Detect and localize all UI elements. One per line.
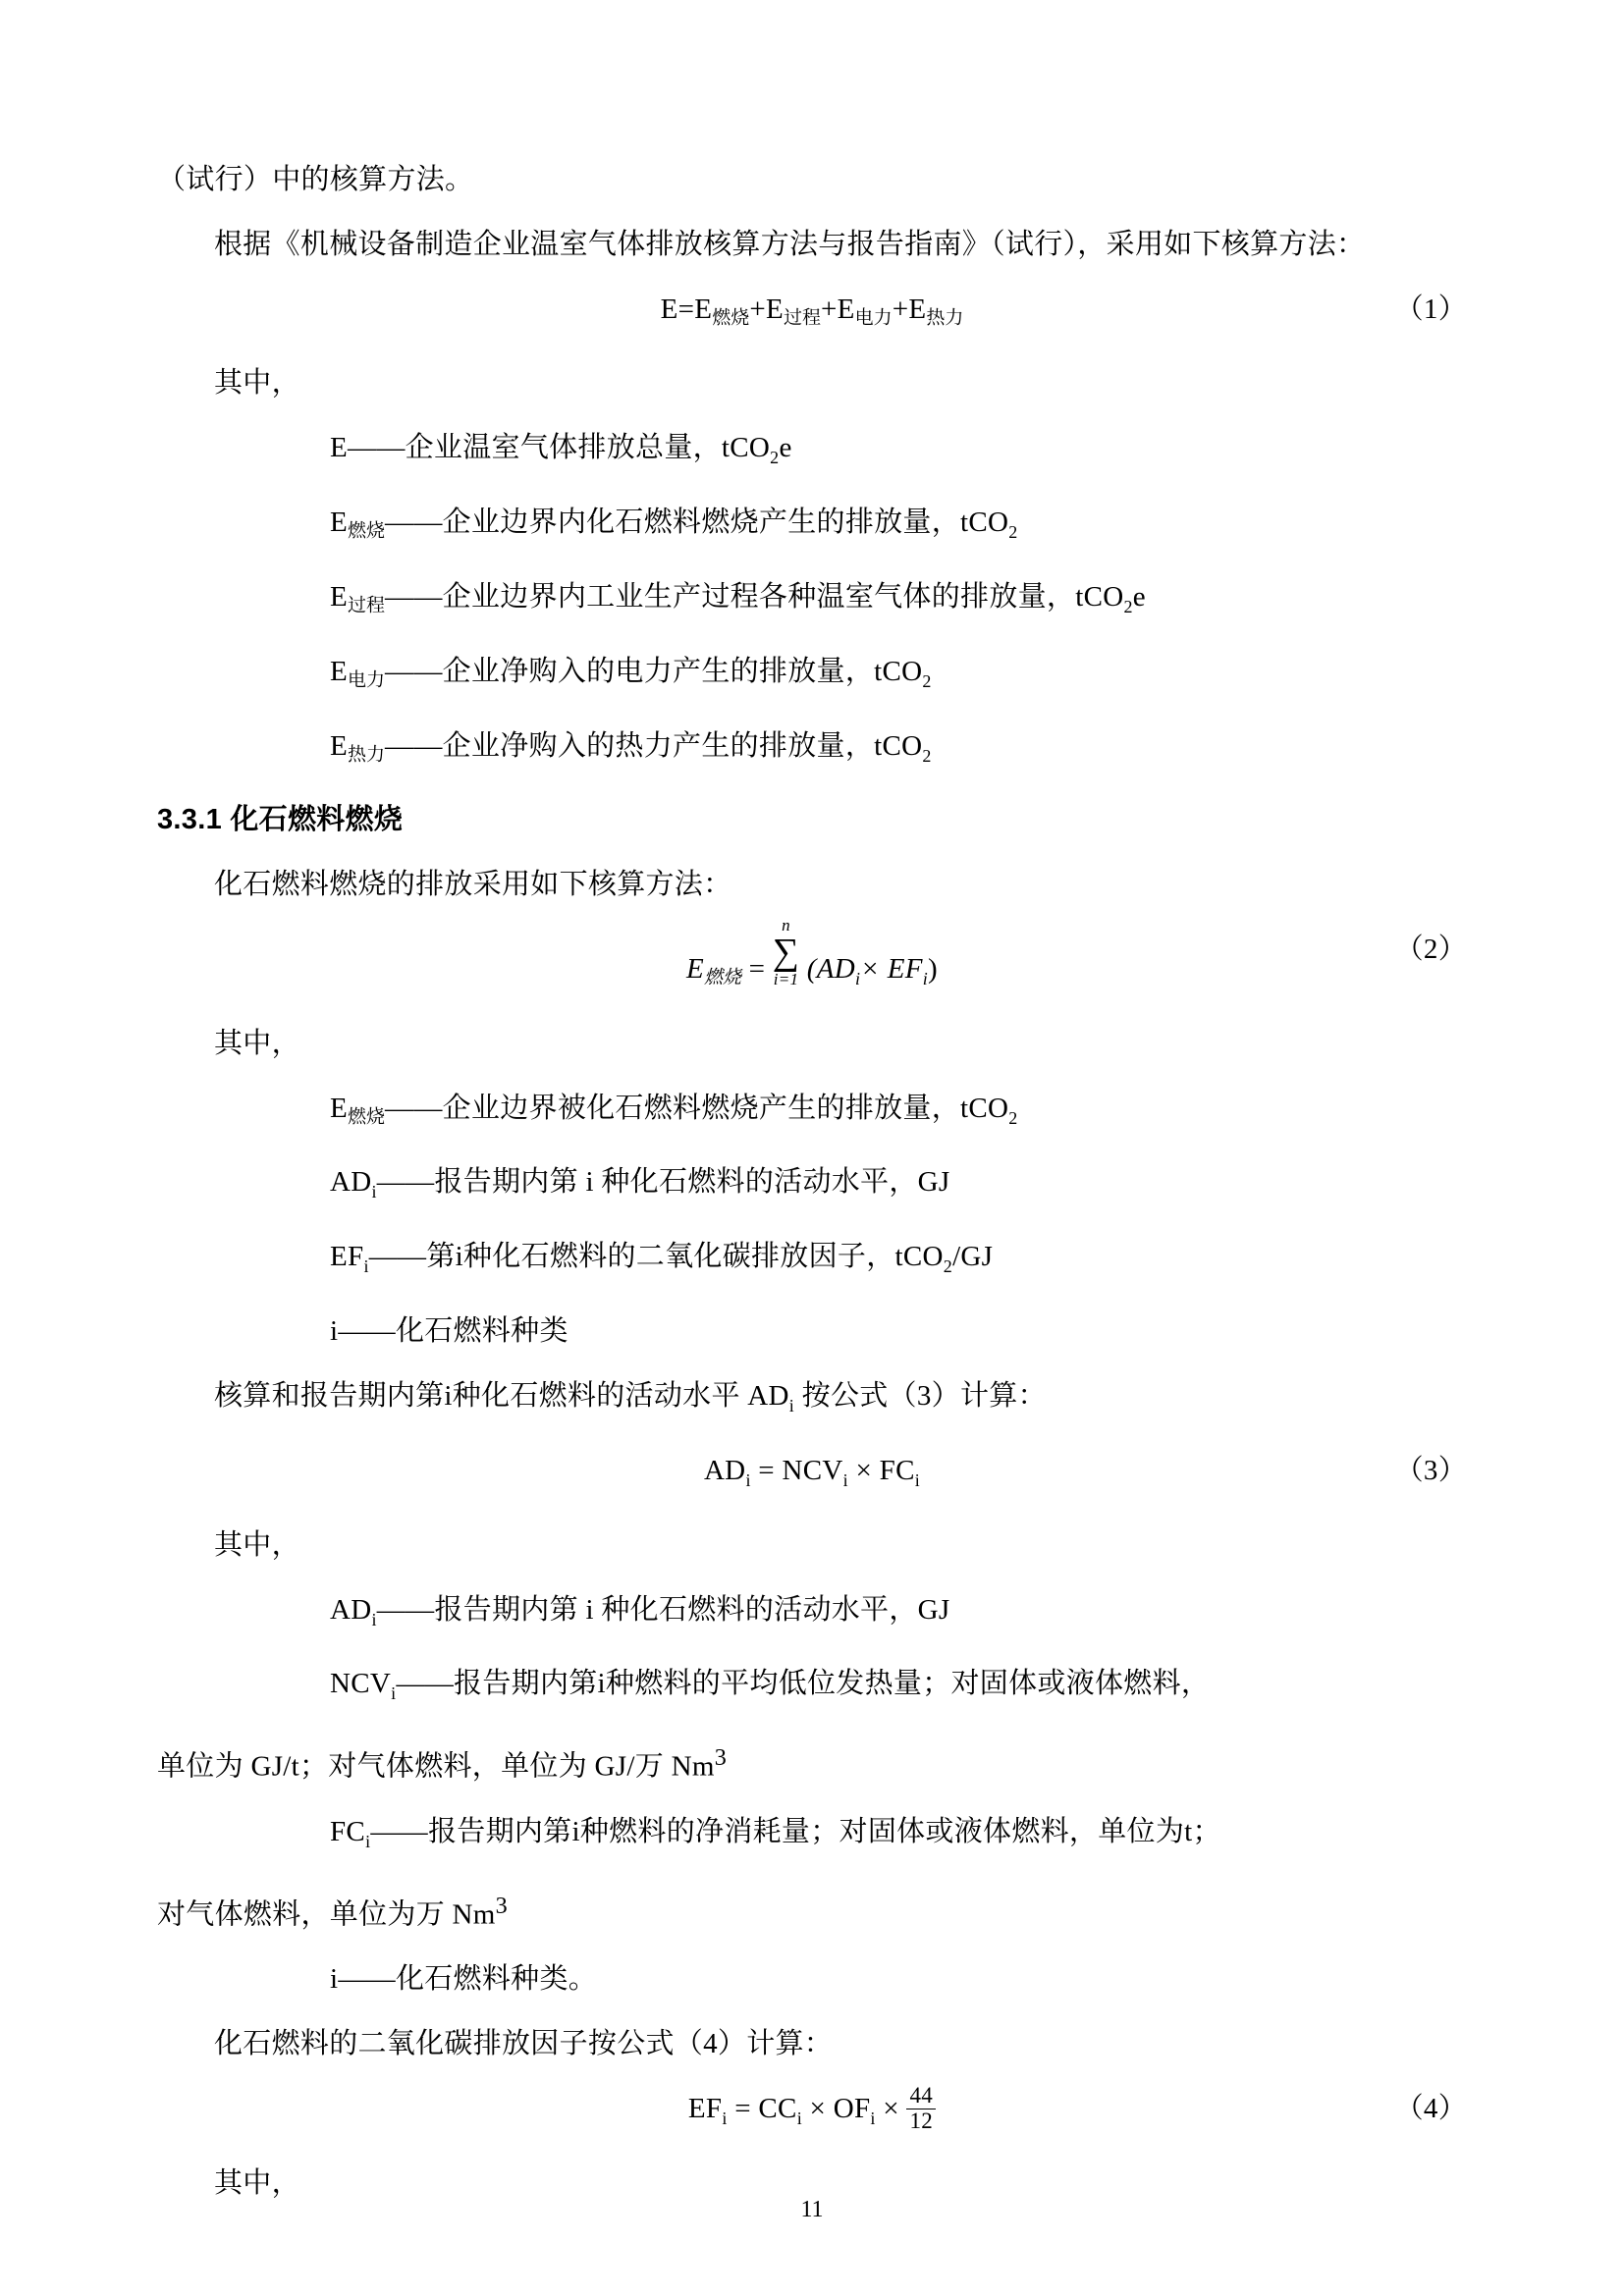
formula-3-number: （3） (1394, 1454, 1467, 1486)
paragraph-where-2: 其中， (214, 1027, 300, 1059)
definition-e-combustion-2: E燃烧——企业边界被化石燃料燃烧产生的排放量，tCO$_2$ (330, 1092, 1018, 1128)
definition-e-heat: E热力——企业净购入的热力产生的排放量，tCO$_2$ (330, 729, 932, 766)
fraction-44-over-12: $\frac{44}{12}$ (906, 2084, 936, 2132)
definition-ncv-i: $NCV_i——$报告期内第i种燃料的平均低位发热量；对固体或液体燃料， (330, 1668, 1211, 1704)
page-number: 11 (800, 2197, 824, 2222)
formula-2 (157, 917, 1467, 1010)
definition-ncv-i-continued: 单位为 GJ/t；对气体燃料，单位为 GJ/万 Nm$^3$ (157, 1744, 728, 1783)
paragraph-where-1: 其中， (214, 367, 300, 400)
definition-ef-i: $EF_i——$第i种化石燃料的二氧化碳排放因子，tCO$_2$/GJ (330, 1241, 994, 1276)
definition-e-electricity: E电力——企业净购入的电力产生的排放量，tCO$_2$ (330, 655, 932, 691)
section-heading-3-3-1: 3.3.1 化石燃料燃烧 (157, 804, 404, 836)
definition-ad-i-2: $AD_i——$报告期内第 i 种化石燃料的活动水平，GJ (330, 1593, 950, 1629)
formula-1 (157, 277, 1467, 350)
formula-1-expression: E=E燃烧+E过程+E电力+E热力 (660, 294, 964, 329)
paragraph-combustion-method: 化石燃料燃烧的排放采用如下核算方法： (214, 869, 732, 901)
definition-e-combustion: E燃烧——企业边界内化石燃料燃烧产生的排放量，tCO$_2$ (330, 507, 1018, 542)
formula-2-number: （2） (1394, 934, 1467, 966)
formula-4-number: （4） (1394, 2093, 1467, 2125)
document-body (157, 147, 1467, 2216)
formula-3 (157, 1438, 1467, 1513)
paragraph-ef-formula-intro: 化石燃料的二氧化碳排放因子按公式（4）计算： (214, 2028, 834, 2060)
sigma-glyph: ∑ (772, 932, 800, 974)
definition-e-process: E过程——企业边界内工业生产过程各种温室气体的排放量，tCO$_2$e (330, 580, 1146, 616)
formula-1-number: （1） (1394, 294, 1467, 325)
formula-4-expression: $EF_i = CC_i \times OF_i$ × $\frac{44}{12}$ (688, 2093, 936, 2124)
formula-2-expression: E燃烧 = n ∑ i=1 $(AD_i\times EF_i)$ (686, 916, 938, 989)
definition-e-total: E——企业温室气体排放总量，tCO$_2$e (330, 432, 792, 468)
definition-ad-i: $AD_i——$报告期内第 i 种化石燃料的活动水平，GJ (330, 1166, 950, 1202)
definition-fc-i-continued: 对气体燃料，单位为万 Nm$^3$ (157, 1892, 509, 1931)
definition-fc-i: $FC_i——$报告期内第i种燃料的净消耗量；对固体或液体燃料，单位为t； (330, 1815, 1221, 1851)
definition-list-3 (157, 1577, 1467, 1727)
formula-3-expression: $AD_i = NCV_i \times FC_i$ (703, 1454, 921, 1490)
paragraph-method-basis: 根据《机械设备制造企业温室气体排放核算方法与报告指南》（试行），采用如下核算方法： (214, 229, 1366, 260)
paragraph-where-3: 其中， (214, 1528, 300, 1561)
definition-list-4 (157, 1799, 1467, 1874)
definition-i-fuel-type-2: i——化石燃料种类。 (330, 1963, 598, 1996)
definition-i-fuel-type: i——化石燃料种类 (330, 1314, 568, 1347)
paragraph-ad-formula-intro: 核算和报告期内第i种化石燃料的活动水平 $AD_i$ 按公式（3）计算： (214, 1379, 1047, 1415)
definition-list-2 (157, 1076, 1467, 1363)
paragraph-continuation: （试行）中的核算方法。 (157, 164, 474, 195)
formula-4 (157, 2076, 1467, 2151)
definition-list-1 (157, 415, 1467, 787)
paragraph-where-4: 其中， (214, 2167, 300, 2200)
summation-symbol: n ∑ i=1 (772, 916, 800, 989)
definition-list-5 (157, 1947, 1467, 2011)
